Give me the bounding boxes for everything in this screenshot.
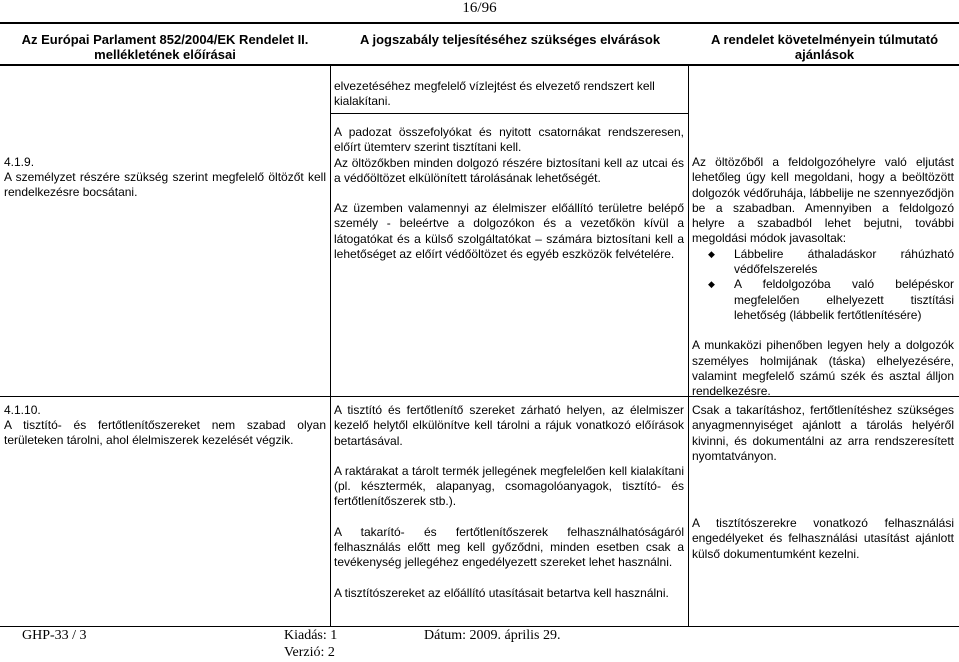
expectation-4110-p1: A tisztító és fertőtlenítő szereket zárható helyen, az élelmiszer kezelő helytől elkülönítve kell tárolni a rájuk vonatkozó előírások betartásával. xyxy=(334,403,684,448)
footer-rule xyxy=(0,626,959,627)
footer-edition: Kiadás: 1 xyxy=(284,628,338,643)
footer-version: Verzió: 2 xyxy=(284,645,335,660)
expectation-4110-p2: A raktárakat a tárolt termék jellegének megfelelően kell kialakítani (pl. késztermék, alapanyag, csomagolóanyagok, tisztító- és fertőtlenítőszerek stb.). xyxy=(334,463,684,509)
expectation-419-p1: A padozat összefolyókat és nyitott csatornákat rendszeresen, előírt ütemterv szerint tisztítani kell. xyxy=(334,125,684,155)
expectation-419-p2: Az öltözőkben minden dolgozó részére biztosítani kell az utcai és a védőöltözet elkülönített tárolásának lehetőségét. xyxy=(334,155,684,185)
row-number-4110: 4.1.10. xyxy=(4,403,41,417)
expectation-4110-p4: A tisztítószereket az előállító utasításait betartva kell használni. xyxy=(334,585,669,600)
recommendation-419-bullets xyxy=(692,247,954,323)
row-separator-top xyxy=(331,113,688,114)
bullet-item: ◆ A feldolgozóba való belépéskor megfelelően elhelyezett tisztítási lehetőség (lábbelik fertőtlenítésére) xyxy=(692,277,954,323)
recommendation-419-p1: Az öltözőből a feldolgozóhelyre való eljutást lehetőleg úgy kell megoldani, hogy a beöltözött dolgozók védőruhája, lábbelije ne szennyeződjön be a szabadban. Amennyiben a feldolgozó helyre a szabadból lehet bejutni, további megoldási módok javasoltak: xyxy=(692,155,954,246)
recommendation-4110 xyxy=(692,403,954,562)
expectation-419-p3: Az üzemben valamennyi az élelmiszer előállító területre belépő személy - beleértve a dolgozókon és a vezetőkön kívül a látogatókat és a külső szolgáltatókat – számára biztosítani kell a lehetőséget az előírt védőöltözet és egyéb eszközök felvételére. xyxy=(334,201,684,262)
recommendation-419 xyxy=(692,155,954,399)
header-regulation: Az Európai Parlament 852/2004/EK Rendelet II. mellékletének előírásai xyxy=(21,32,309,62)
expectation-4110 xyxy=(334,403,684,601)
row-number-419: 4.1.9. xyxy=(4,155,35,169)
recommendation-4110-p1: Csak a takarításhoz, fertőtlenítéshez szükséges anyagmennyiséget ajánlott a tárolás helyéről kivinni, és dokumentálni az arra rendszeresített nyomtatványon. xyxy=(692,403,954,463)
recommendation-419-p2: A munkaközi pihenőben legyen hely a dolgozók személyes holmijának (táska) elhelyezésére, valamint megfelelő számú szék és asztal álljon rendelkezésre. xyxy=(692,338,954,399)
header-top-rule xyxy=(0,22,959,24)
page-number: 16/96 xyxy=(462,0,497,16)
column-divider-1 xyxy=(330,64,331,626)
expectation-4110-p3: A takarító- és fertőtlenítőszerek felhasználhatóságáról felhasználás előtt meg kell győződni, minden esetben csak a tevékenység jellegéhez engedélyezett szereket lehet használni. xyxy=(334,524,684,570)
continuation-text: elvezetéséhez megfelelő vízlejtést és elvezető rendszert kell kialakítani. xyxy=(334,79,655,109)
header-bottom-rule xyxy=(0,64,959,66)
bullet-item: ◆ Lábbelire áthaladáskor ráhúzható védőfelszerelés xyxy=(692,247,954,278)
recommendation-4110-p2: A tisztítószerekre vonatkozó felhasználási engedélyeket és felhasználási utasítást ajánlott külső dokumentumként kezelni. xyxy=(692,516,954,561)
column-divider-2 xyxy=(688,64,689,626)
footer-doc-code: GHP-33 / 3 xyxy=(22,628,87,643)
requirement-4110: A tisztító- és fertőtlenítőszereket nem szabad olyan területeken tárolni, ahol élelmiszerek kezelését végzik. xyxy=(4,418,326,448)
footer-date: Dátum: 2009. április 29. xyxy=(424,628,561,643)
header-expectations: A jogszabály teljesítéséhez szükséges elvárások xyxy=(359,32,661,47)
requirement-419: A személyzet részére szükség szerint megfelelő öltözőt kell rendelkezésre bocsátani. xyxy=(4,170,326,200)
header-recommendations: A rendelet követelményein túlmutató ajánlások xyxy=(710,32,939,62)
expectation-419 xyxy=(334,125,684,262)
